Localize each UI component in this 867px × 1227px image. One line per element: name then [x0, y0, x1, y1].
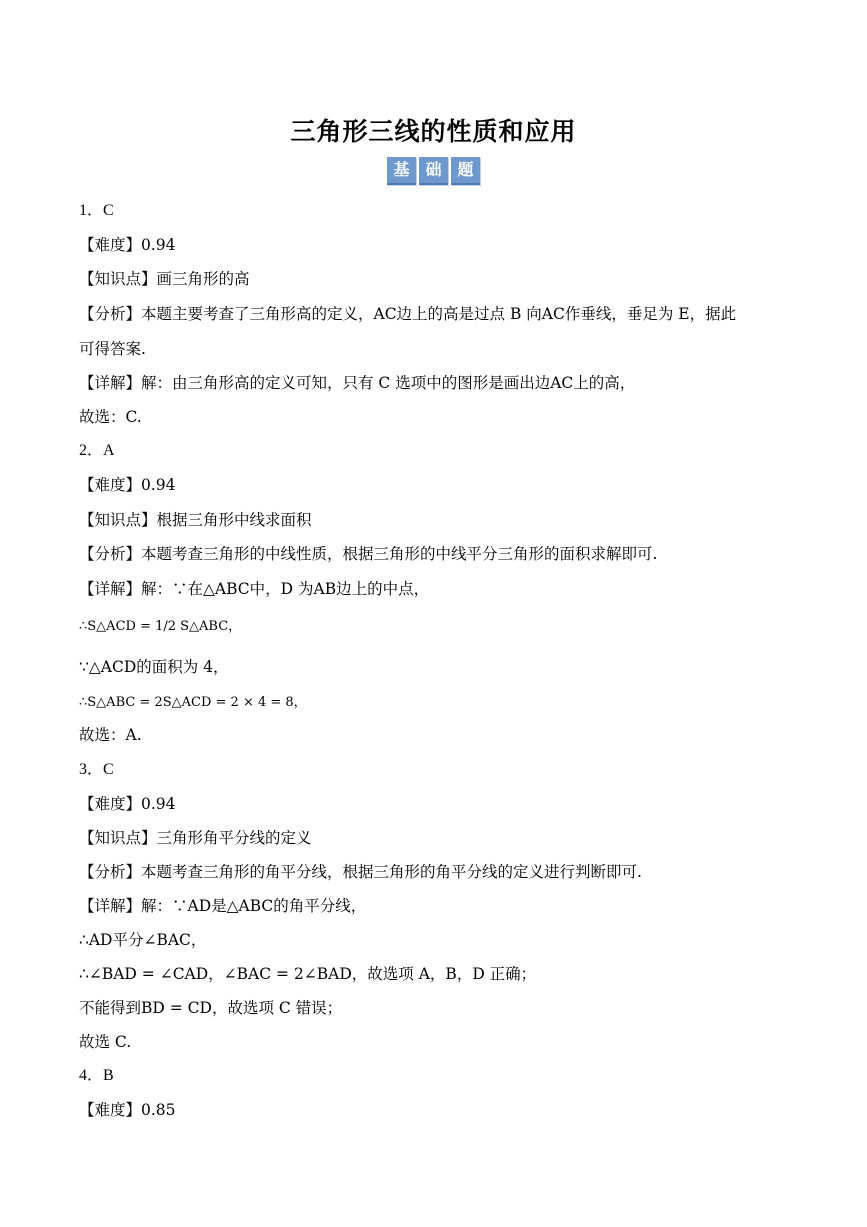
- answer-number: 3．C: [79, 761, 114, 778]
- solution-line: 【详解】解：由三角形高的定义可知，只有 C 选项中的图形是画出边AC上的高，: [79, 374, 636, 392]
- answer-number: 4．B: [79, 1067, 114, 1084]
- badge-char: 础: [419, 157, 448, 185]
- knowledge-point-line: 【知识点】画三角形的高: [79, 270, 250, 288]
- difficulty-line: 【难度】0.94: [79, 476, 176, 494]
- analysis-line: 【分析】本题考查三角形的角平分线，根据三角形的角平分线的定义进行判断即可.: [79, 863, 642, 881]
- answer-choice-line: 故选：C.: [79, 408, 142, 426]
- formula-line: ∴S△ACD = 1/2 S△ABC，: [79, 619, 242, 634]
- answer-number: 1．C: [79, 202, 114, 219]
- formula-line: ∵△ACD的面积为 4，: [79, 658, 229, 676]
- answer-choice-line: 故选：A.: [79, 726, 142, 744]
- solution-line: 【详解】解：∵AD是△ABC的角平分线，: [79, 897, 367, 915]
- formula-line: ∴∠BAD = ∠CAD，∠BAC = 2∠BAD，故选项 A，B，D 正确；: [79, 965, 537, 983]
- analysis-line: 【分析】本题主要考查了三角形高的定义，AC边上的高是过点 B 向AC作垂线，垂足为 E，据此: [79, 305, 737, 323]
- knowledge-point-line: 【知识点】三角形角平分线的定义: [79, 829, 312, 847]
- difficulty-line: 【难度】0.94: [79, 236, 176, 254]
- formula-line: 不能得到BD = CD，故选项 C 错误；: [79, 999, 343, 1017]
- answer-choice-line: 故选 C.: [79, 1033, 132, 1051]
- knowledge-point-line: 【知识点】根据三角形中线求面积: [79, 511, 312, 529]
- analysis-line-cont: 可得答案.: [79, 340, 146, 358]
- analysis-line: 【分析】本题考查三角形的中线性质，根据三角形的中线平分三角形的面积求解即可.: [79, 545, 658, 563]
- page-title: 三角形三线的性质和应用: [290, 117, 577, 146]
- solution-line: 【详解】解：∵在△ABC中，D 为AB边上的中点，: [79, 580, 430, 598]
- formula-line: ∴AD平分∠BAC，: [79, 931, 207, 949]
- section-badge: [0, 157, 867, 185]
- answer-number: 2．A: [79, 442, 115, 459]
- difficulty-line: 【难度】0.85: [79, 1101, 176, 1119]
- formula-line: ∴S△ABC = 2S△ACD = 2 × 4 = 8，: [79, 695, 307, 710]
- badge-char: 基: [387, 157, 416, 185]
- badge-char: 题: [451, 157, 480, 185]
- difficulty-line: 【难度】0.94: [79, 795, 176, 813]
